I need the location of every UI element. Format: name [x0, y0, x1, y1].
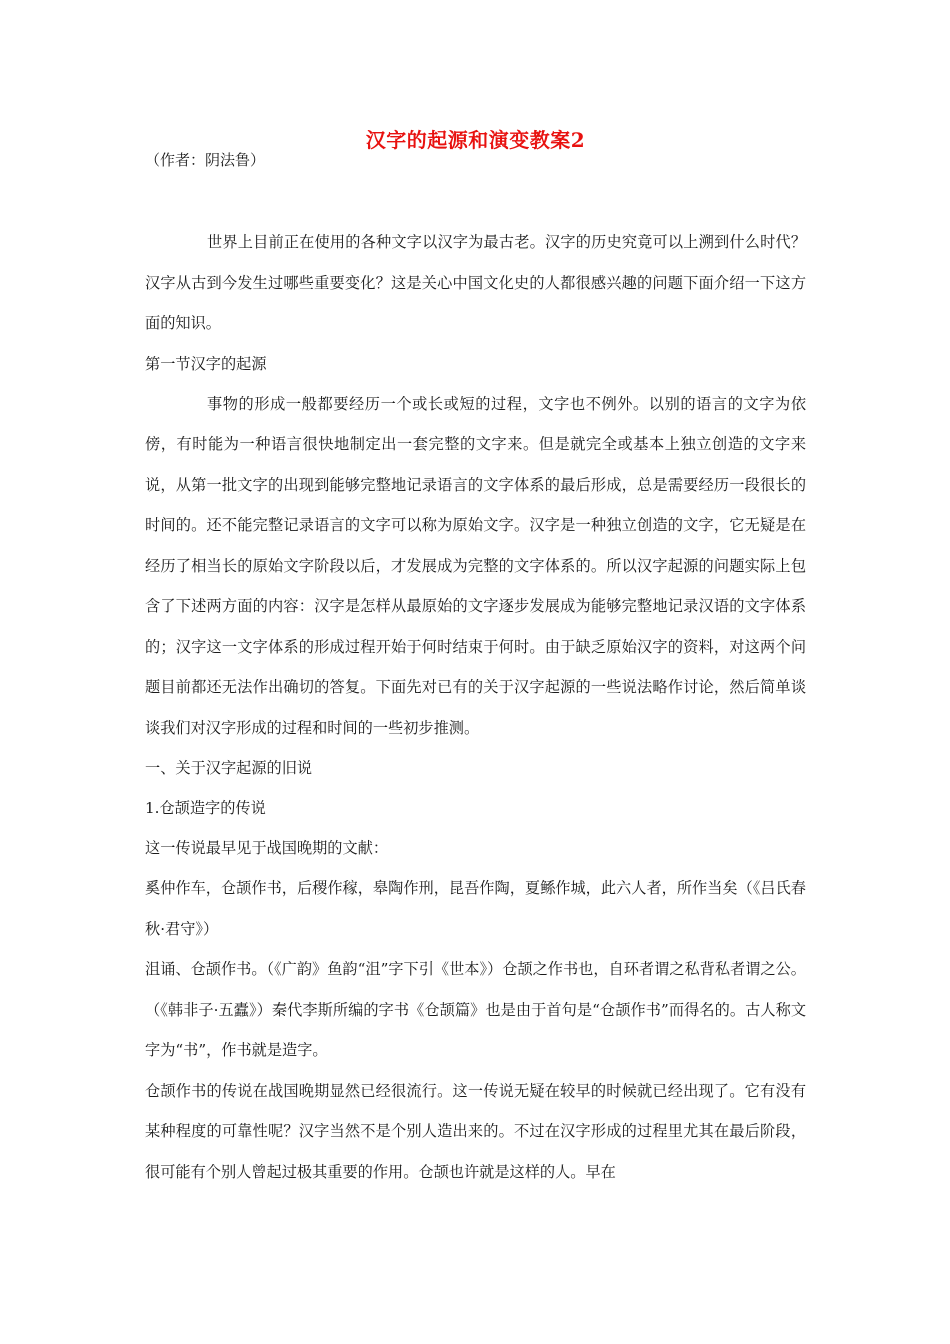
body-paragraph: 这一传说最早见于战国晚期的文献：	[145, 839, 388, 857]
quotation-paragraph: 奚仲作车，仓颉作书，后稷作稼，皋陶作刑，昆吾作陶，夏鲧作城，此六人者，所作当矣（《吕氏春秋·君守》）	[145, 879, 806, 938]
document-body	[145, 222, 806, 1192]
subsubsection-heading: 1.仓颉造字的传说	[145, 799, 266, 817]
intro-paragraph: 世界上目前正在使用的各种文字以汉字为最古老。汉字的历史究竟可以上溯到什么时代？汉字从古到今发生过哪些重要变化？这是关心中国文化史的人都很感兴趣的问题下面介绍一下这方面的知识。	[145, 233, 806, 332]
quotation-paragraph: 沮诵、仓颉作书。（《广韵》鱼韵“沮”字下引《世本》）仓颉之作书也，自环者谓之私背私者谓之公。（《韩非子·五蠹》）秦代李斯所编的字书《仓颉篇》也是由于首句是“仓颉作书”而得名的。古人称文字为“书”，作书就是造字。	[145, 960, 807, 1059]
document-author: （作者：阴法鲁）	[145, 151, 266, 169]
document-title: 汉字的起源和演变教案2	[365, 128, 586, 152]
subsection-heading: 一、关于汉字起源的旧说	[145, 759, 313, 777]
section-heading: 第一节汉字的起源	[145, 354, 267, 373]
body-paragraph: 仓颉作书的传说在战国晚期显然已经很流行。这一传说无疑在较早的时候就已经出现了。它有没有某种程度的可靠性呢？汉字当然不是个别人造出来的。不过在汉字形成的过程里尤其在最后阶段，很可能有个别人曾起过极其重要的作用。仓颉也许就是这样的人。早在	[145, 1081, 806, 1181]
body-paragraph: 事物的形成一般都要经历一个或长或短的过程，文字也不例外。以别的语言的文字为依傍，有时能为一种语言很快地制定出一套完整的文字来。但是就完全或基本上独立创造的文字来说，从第一批文字的出现到能够完整地记录语言的文字体系的最后形成，总是需要经历一段很长的时间的。还不能完整记录语言的文字可以称为原始文字。汉字是一种独立创造的文字，它无疑是在经历了相当长的原始文字阶段以后，才发展成为完整的文字体系的。所以汉字起源的问题实际上包含了下述两方面的内容：汉字是怎样从最原始的文字逐步发展成为能够完整地记录汉语的文字体系的；汉字这一文字体系的形成过程开始于何时结束于何时。由于缺乏原始汉字的资料，对这两个问题目前都还无法作出确切的答复。下面先对已有的关于汉字起源的一些说法略作讨论，然后简单谈谈我们对汉字形成的过程和时间的一些初步推测。	[145, 394, 806, 737]
